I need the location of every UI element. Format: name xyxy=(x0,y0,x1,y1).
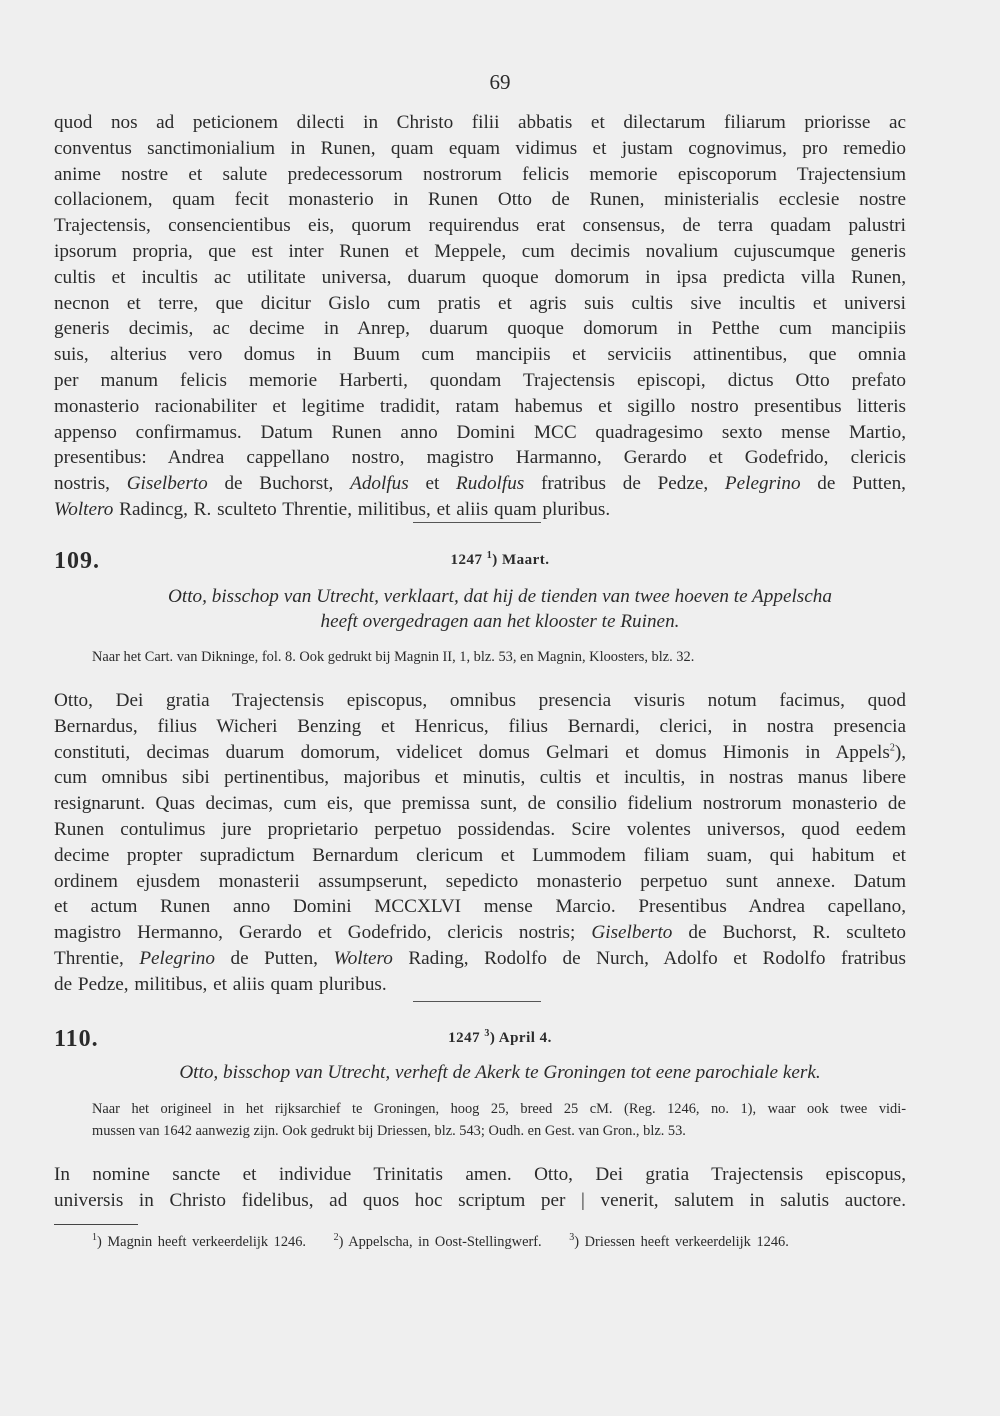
text-line: generis decimis, ac decime in Anrep, duarum quoque domorum in Petthe cum mancipiis xyxy=(54,318,906,340)
section-divider xyxy=(413,522,541,523)
entry-source-109: Naar het Cart. van Dikninge, fol. 8. Ook gedrukt bij Magnin II, 1, blz. 53, en Magnin, Kloosters, blz. 32. xyxy=(92,649,695,665)
section-divider xyxy=(413,1001,541,1002)
name-run: Giselberto xyxy=(126,473,208,495)
footnote-ref: 2 xyxy=(889,742,895,754)
text-line: decime propter supradictum Bernardum clericum et Lummodem filiam suam, qui habitum et xyxy=(54,844,906,866)
text-line: anime nostre et salute predecessorum nostrorum felicis memorie episcoporum Trajectensium xyxy=(54,163,906,185)
text-line: conventus sanctimonialium in Runen, quam equam vidimus et justam cognovimus, pro remedio xyxy=(54,137,906,159)
text-line: quod nos ad peticionem dilecti in Christo filii abbatis et dilectarum filiarum priorisse ac xyxy=(54,112,906,133)
text-line: Runen contulimus jure proprietario perpetuo possidendas. Scire volentes universos, quod eedem xyxy=(54,818,906,840)
footnote-text: ) Driessen heeft verkeerdelijk 1246. xyxy=(574,1234,789,1250)
footnote-text: ) Magnin heeft verkeerdelijk 1246. xyxy=(97,1234,306,1250)
text-line xyxy=(54,920,906,946)
text-run: constituti, decimas duarum domorum, videlicet domus Gelmari et domus Himonis in Appels xyxy=(54,741,890,763)
page-number: 69 xyxy=(489,70,511,94)
text-line: ordinem ejusdem monasterii assumpserunt, sepedicto monasterio perpetuo sunt annexe. Datum xyxy=(54,870,906,892)
entry-source-110 xyxy=(92,1098,906,1142)
footnote-mark: 1 xyxy=(92,1232,97,1244)
text-run: Rading, Rodolfo de Nurch, Adolfo et Rodolfo fratribus xyxy=(392,947,906,969)
text-run: Threntie, xyxy=(54,947,140,969)
text-line xyxy=(54,471,906,497)
summary-line: heeft overgedragen aan het klooster te Ruinen. xyxy=(320,611,680,632)
footnote-3 xyxy=(569,1234,789,1250)
footnote-mark: 2 xyxy=(333,1232,339,1244)
text-line: universis in Christo fidelibus, ad quos hoc scriptum per | venerit, salutem in salutis auctore. xyxy=(54,1189,906,1211)
text-line: Otto, Dei gratia Trajectensis episcopus, omnibus presencia visuris notum facimus, quod xyxy=(54,690,906,711)
text-line xyxy=(54,497,906,523)
text-line: monasterio racionabiliter et legitime tradidit, ratam habemus et sigillo nostro presentibus litteris xyxy=(54,395,906,417)
footnote-ref: 1 xyxy=(486,550,493,561)
name-run: Giselberto xyxy=(591,922,673,944)
date-rest: ) April 4. xyxy=(489,1030,552,1046)
name-run: Pelegrino xyxy=(139,947,215,969)
text-line: suis, alterius vero domus in Buum cum mancipiis et serviciis attinentibus, que omnia xyxy=(54,344,906,366)
footnotes xyxy=(92,1234,932,1251)
footnote-text: ) Appelscha, in Oost-Stellingwerf. xyxy=(338,1234,542,1250)
name-run: Pelegrino xyxy=(724,473,801,495)
continuation-text xyxy=(54,110,906,523)
text-line: appenso confirmamus. Datum Runen anno Domini MCC quadragesimo sexto mense Martio, xyxy=(54,421,906,443)
text-line: et actum Runen anno Domini MCCXLVI mense Marcio. Presentibus Andrea capellano, xyxy=(54,896,906,918)
text-line xyxy=(54,946,906,972)
text-run: ), xyxy=(894,741,906,763)
text-line: de Pedze, militibus, et aliis quam pluribus. xyxy=(54,973,387,995)
name-run: Woltero xyxy=(333,947,393,969)
text-line: In nomine sancte et individue Trinitatis amen. Otto, Dei gratia Trajectensis episcopus, xyxy=(54,1164,906,1185)
entry-summary-109 xyxy=(54,584,946,634)
entry-date-109 xyxy=(0,552,1000,569)
text-run: magistro Hermanno, Gerardo et Godefrido, clericis nostris; xyxy=(54,922,592,944)
source-line: mussen van 1642 aanwezig zijn. Ook gedrukt bij Driessen, blz. 543; Oudh. en Gest. van Gron., blz. 53. xyxy=(92,1123,686,1139)
date-rest: ) Maart. xyxy=(492,552,550,568)
text-run: de Buchorst, xyxy=(207,473,351,495)
footnote-1 xyxy=(92,1234,306,1250)
footnote-divider xyxy=(54,1224,138,1225)
name-run: Rudolfus xyxy=(456,473,525,495)
text-run: nostris, xyxy=(54,473,127,495)
text-run: Radincg, R. sculteto Threntie, militibus, et aliis quam pluribus. xyxy=(113,498,611,520)
text-line: necnon et terre, que dicitur Gislo cum pratis et agris suis cultis sive incultis et universi xyxy=(54,292,906,314)
text-run: de Buchorst, R. sculteto xyxy=(672,922,906,944)
text-line: per manum felicis memorie Harberti, quondam Trajectensis episcopi, dictus Otto prefato xyxy=(54,369,906,391)
text-run: fratribus de Pedze, xyxy=(524,473,725,495)
date-year: 1247 xyxy=(448,1030,481,1046)
name-run: Woltero xyxy=(54,498,114,520)
text-line: Trajectensis, consencientibus eis, quorum requirendus erat consensus, de terra quadam palustri xyxy=(54,215,906,237)
text-line: cultis et incultis ac utilitate universa, duarum quoque domorum in ipsa predicta villa Runen, xyxy=(54,266,906,288)
summary-line: Otto, bisschop van Utrecht, verklaart, dat hij de tienden van twee hoeven te Appelscha xyxy=(168,586,832,607)
entry-summary-110: Otto, bisschop van Utrecht, verheft de Akerk te Groningen tot eene parochiale kerk. xyxy=(179,1062,821,1083)
text-run: de Putten, xyxy=(214,947,334,969)
text-line: ipsorum propria, que est inter Runen et Meppele, cum decimis novalium cujuscumque generis xyxy=(54,240,906,262)
charter-text-109 xyxy=(54,688,906,998)
text-line: resignarunt. Quas decimas, cum eis, que premissa sunt, de consilio fidelium nostrorum monasterio de xyxy=(54,793,906,815)
charter-text-110 xyxy=(54,1162,906,1214)
footnote-ref: 3 xyxy=(484,1028,490,1039)
text-run: de Putten, xyxy=(800,473,906,495)
text-run: et xyxy=(408,473,457,495)
footnote-mark: 3 xyxy=(569,1232,575,1244)
entry-date-110 xyxy=(0,1030,1000,1047)
entry-number-110: 110. xyxy=(54,1026,99,1052)
text-line: presentibus: Andrea cappellano nostro, magistro Harmanno, Gerardo et Godefrido, clericis xyxy=(54,447,906,469)
entry-number-109: 109. xyxy=(54,548,100,574)
footnote-2 xyxy=(334,1234,542,1250)
text-line: cum omnibus sibi pertinentibus, majoribus et minutis, cultis et incultis, in nostras manus libere xyxy=(54,767,906,789)
text-line: collacionem, quam fecit monasterio in Runen Otto de Runen, ministerialis ecclesie nostre xyxy=(54,189,906,211)
name-run: Adolfus xyxy=(350,473,409,495)
source-line: Naar het origineel in het rijksarchief te Groningen, hoog 25, breed 25 cM. (Reg. 1246, no. 1), waar ook twee vidi- xyxy=(92,1101,906,1117)
date-year: 1247 xyxy=(450,552,483,568)
text-line: Bernardus, filius Wicheri Benzing et Henricus, filius Bernardi, clerici, in nostra presencia xyxy=(54,715,906,737)
text-line xyxy=(54,740,906,766)
